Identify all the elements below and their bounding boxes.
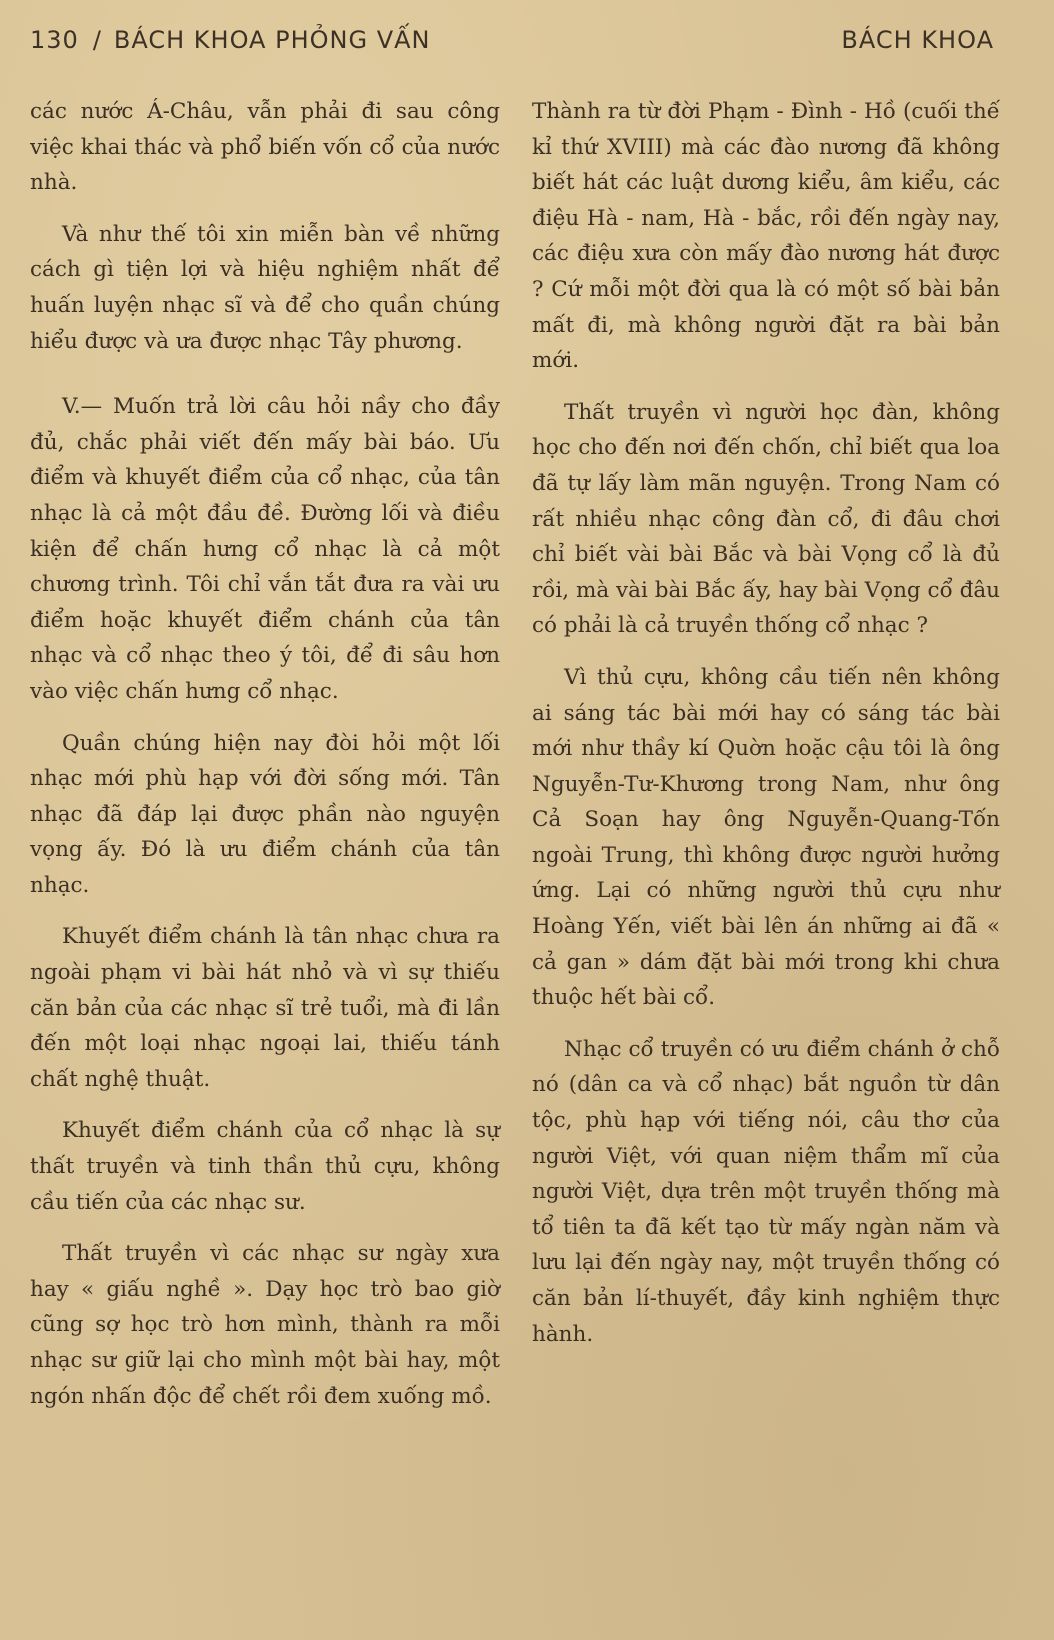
page-header bbox=[30, 26, 994, 66]
right-paragraph-4: Nhạc cổ truyền có ưu điểm chánh ở chỗ nó (dân ca và cổ nhạc) bắt nguồn từ dân tộc, phù hạp với tiếng nói, câu thơ của người Việt, với quan niệm thẩm mĩ của người Việt, dựa trên một truyền thống mà tổ tiên ta đã kết tạo từ mấy ngàn năm và lưu lại đến ngày nay, một truyền thống có căn bản lí-thuyết, đầy kinh nghiệm thực hành. bbox=[532, 1036, 1000, 1347]
left-paragraph-7: Thất truyền vì các nhạc sư ngày xưa hay « giấu nghề ». Dạy học trò bao giờ cũng sợ học trò hơn mình, thành ra mỗi nhạc sư giữ lại cho mình một bài hay, một ngón nhấn độc để chết rồi đem xuống mồ. bbox=[30, 1241, 500, 1409]
right-paragraph-1: Thành ra từ đời Phạm - Đình - Hồ (cuối thế kỉ thứ XVIII) mà các đào nương đã không biết hát các luật dương kiểu, âm kiểu, các điệu Hà - nam, Hà - bắc, rồi đến ngày nay, các điệu xưa còn mấy đào nương hát được ? Cứ mỗi một đời qua là có một số bài bản mất đi, mà không người đặt ra bài bản mới. bbox=[532, 99, 1000, 374]
left-paragraph-1: các nước Á-Châu, vẫn phải đi sau công việc khai thác và phổ biến vốn cổ của nước nhà. bbox=[30, 99, 500, 196]
section-title: BÁCH KHOA PHỎNG VẤN bbox=[113, 26, 431, 54]
right-paragraph-3: Vì thủ cựu, không cầu tiến nên không ai sáng tác bài mới hay có sáng tác bài mới như thầy kí Quờn hoặc cậu tôi là ông Nguyễn-Tư-Khương trong Nam, như ông Cả Soạn hay ông Nguyễn-Quang-Tốn ngoài Trung, thì không được người hưởng ứng. Lại có những người thủ cựu như Hoàng Yến, viết bài lên án những ai đã « cả gan » dám đặt bài mới trong khi chưa thuộc hết bài cổ. bbox=[532, 664, 1000, 1011]
left-paragraph-3: V.— Muốn trả lời câu hỏi nầy cho đầy đủ, chắc phải viết đến mấy bài báo. Ưu điểm và khuyết điểm của cổ nhạc, của tân nhạc là cả một đầu đề. Đường lối và điều kiện để chấn hưng cổ nhạc là cả một chương trình. Tôi chỉ vắn tắt đưa ra vài ưu điểm hoặc khuyết điểm chánh của tân nhạc và cổ nhạc theo ý tôi, để đi sâu hơn vào việc chấn hưng cổ nhạc. bbox=[30, 394, 500, 704]
left-paragraph-6: Khuyết điểm chánh của cổ nhạc là sự thất truyền và tinh thần thủ cựu, không cầu tiến của các nhạc sư. bbox=[30, 1118, 500, 1215]
left-paragraph-5: Khuyết điểm chánh là tân nhạc chưa ra ngoài phạm vi bài hát nhỏ và vì sự thiếu căn bản của các nhạc sĩ trẻ tuổi, mà đi lần đến một loại nhạc ngoại lai, thiếu tánh chất nghệ thuật. bbox=[30, 924, 500, 1092]
left-column bbox=[30, 94, 500, 1430]
right-column bbox=[532, 94, 1000, 1368]
left-paragraph-2: Và như thế tôi xin miễn bàn về những cách gì tiện lợi và hiệu nghiệm nhất để huấn luyện nhạc sĩ và để cho quần chúng hiểu được và ưa được nhạc Tây phương. bbox=[30, 221, 500, 354]
header-separator: / bbox=[92, 26, 102, 54]
magazine-name: BÁCH KHOA bbox=[841, 26, 994, 54]
page-number: 130 bbox=[30, 26, 79, 54]
right-paragraph-2: Thất truyền vì người học đàn, không học cho đến nơi đến chốn, chỉ biết qua loa đã tự lấy làm mãn nguyện. Trong Nam có rất nhiều nhạc công đàn cổ, đi đâu chơi chỉ biết vài bài Bắc và bài Vọng cổ là đủ rồi, mà vài bài Bắc ấy, hay bài Vọng cổ đâu có phải là cả truyền thống cổ nhạc ? bbox=[532, 399, 1000, 639]
left-paragraph-4: Quần chúng hiện nay đòi hỏi một lối nhạc mới phù hạp với đời sống mới. Tân nhạc đã đáp lại được phần nào nguyện vọng ấy. Đó là ưu điểm chánh của tân nhạc. bbox=[30, 730, 500, 898]
header-left bbox=[30, 26, 430, 54]
